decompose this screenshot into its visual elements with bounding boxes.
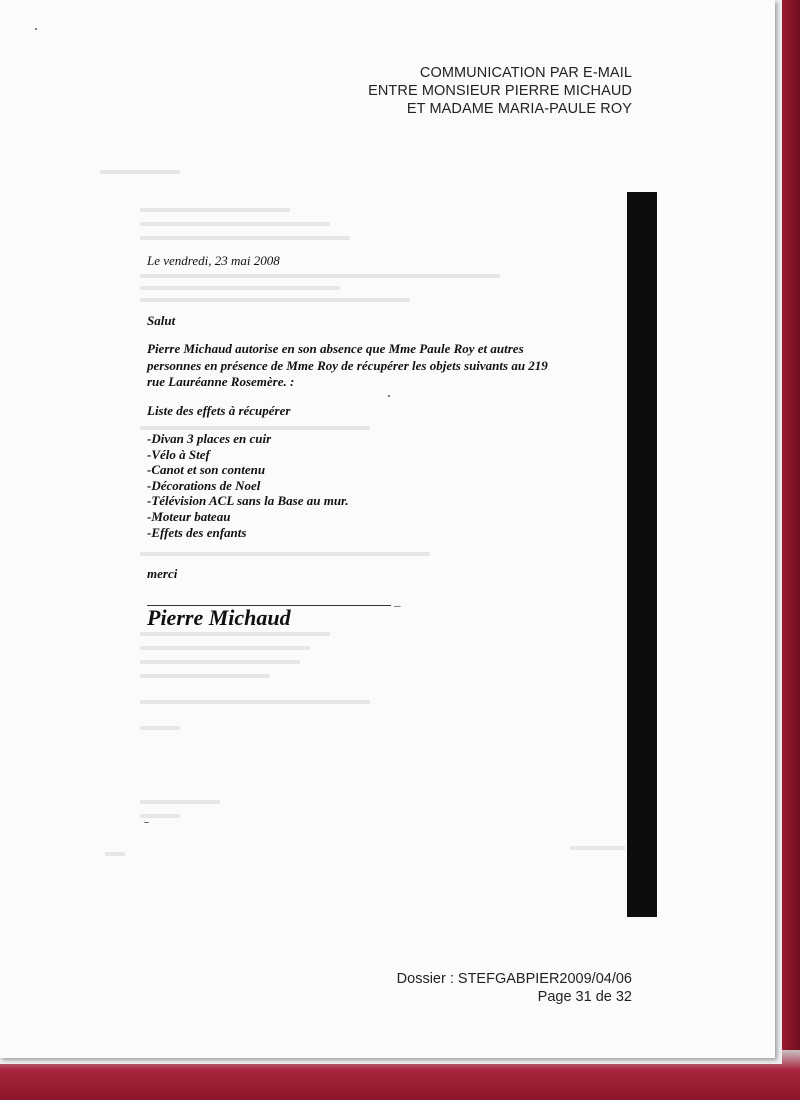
- bleed-through-mark: [140, 632, 330, 636]
- bleed-through-mark: [140, 222, 330, 226]
- document-header: [368, 64, 632, 118]
- list-item: -Moteur bateau: [147, 508, 231, 524]
- page-number: Page 31 de 32: [537, 989, 632, 1005]
- letter-paragraph: Pierre Michaud autorise en son absence que Mme Paule Roy et autres personnes en présence de Mme Roy de récupérer les objets suivants au 219 rue Lauréanne Rosemère. :: [147, 341, 548, 389]
- scan-speck: [388, 395, 390, 397]
- letter-closing: merci: [147, 566, 178, 581]
- bleed-through-mark: [100, 170, 180, 174]
- header-line-3: ET MADAME MARIA-PAULE ROY: [406, 101, 632, 117]
- header-line-1: COMMUNICATION PAR E-MAIL: [419, 65, 632, 81]
- list-item: -Divan 3 places en cuir: [147, 431, 272, 446]
- bleed-through-mark: [140, 814, 180, 818]
- list-item: -Effets des enfants: [147, 524, 247, 540]
- scan-speck: [144, 822, 149, 823]
- bleed-through-mark: [140, 274, 500, 278]
- letter-greeting: Salut: [147, 313, 176, 328]
- document-footer: [397, 970, 632, 1006]
- bleed-through-mark: [140, 700, 370, 704]
- letter-date: Le vendredi, 23 mai 2008: [147, 253, 280, 268]
- item-list: [147, 431, 349, 540]
- list-item: -Décorations de Noel: [147, 477, 261, 493]
- bleed-through-mark: [140, 236, 350, 240]
- bleed-through-mark: [140, 660, 300, 664]
- bleed-through-mark: [140, 552, 430, 556]
- bleed-through-mark: [105, 852, 125, 856]
- list-item: -Télévision ACL sans la Base au mur.: [147, 493, 349, 509]
- bleed-through-mark: [140, 646, 310, 650]
- bleed-through-mark: [140, 286, 340, 290]
- scan-speck: [35, 28, 37, 30]
- bleed-through-mark: [140, 426, 370, 430]
- list-item: -Vélo à Stef: [147, 446, 210, 462]
- dossier-reference: Dossier : STEFGABPIER2009/04/06: [396, 971, 632, 987]
- bleed-through-mark: [140, 208, 290, 212]
- signature-name: Pierre Michaud: [147, 605, 291, 630]
- list-item: -Canot et son contenu: [147, 462, 266, 478]
- bleed-through-mark: [570, 846, 625, 850]
- bleed-through-mark: [140, 800, 220, 804]
- header-line-2: ENTRE MONSIEUR PIERRE MICHAUD: [368, 83, 632, 99]
- bleed-through-mark: [140, 298, 410, 302]
- bleed-through-mark: [140, 726, 180, 730]
- bleed-through-mark: [140, 674, 270, 678]
- redaction-bar: [627, 192, 657, 917]
- signature-dash: _: [394, 593, 401, 608]
- item-list-title: Liste des effets à récupérer: [147, 403, 291, 418]
